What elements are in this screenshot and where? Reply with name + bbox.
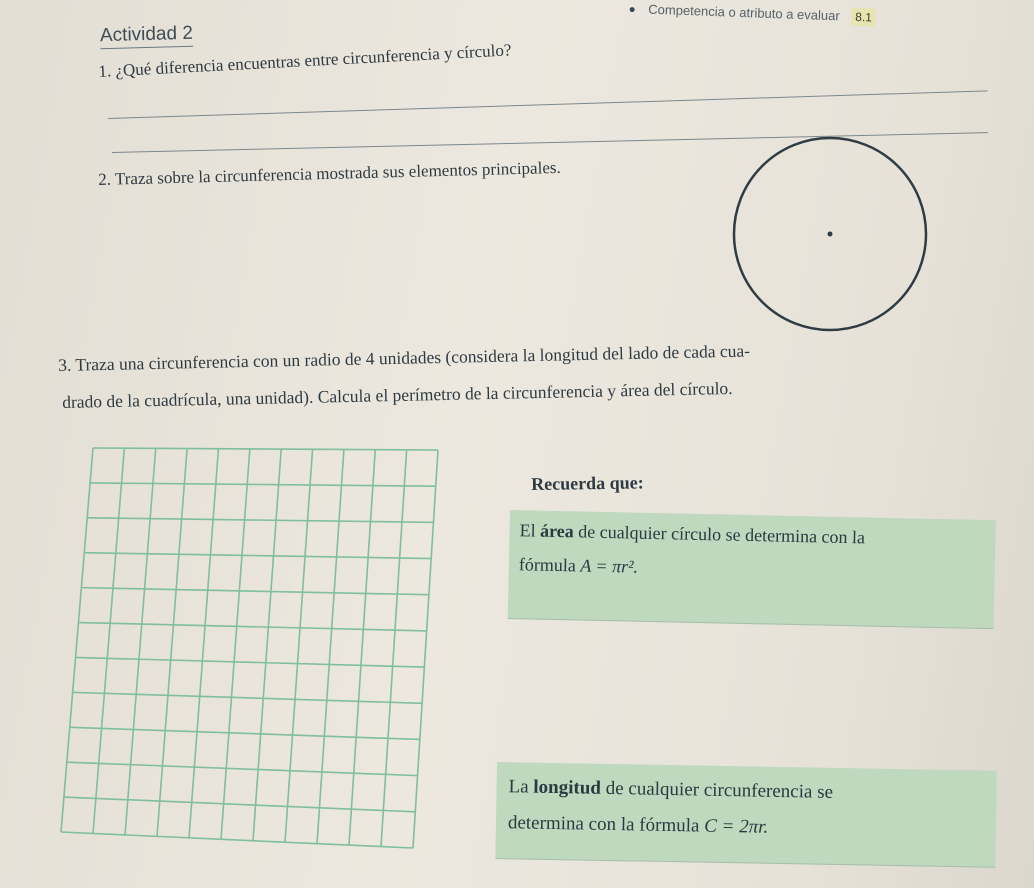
grid-horizontal-line — [70, 727, 420, 739]
length-box-prefix: La — [508, 776, 534, 798]
given-circumference[interactable] — [722, 136, 942, 336]
length-box-suffix: de cualquier circunferencia se — [600, 777, 834, 803]
question-3-line-1: 3. Traza una circunferencia con un radio de 4 unidades (considera la longitud del lado de cada cua- — [58, 340, 751, 375]
remember-title: Recuerda que: — [531, 472, 644, 494]
area-box-prefix: El — [519, 520, 541, 541]
grid-vertical-line — [157, 449, 187, 837]
grid-horizontal-line — [84, 553, 431, 559]
grid-vertical-line — [381, 450, 407, 847]
grid-vertical-line — [189, 449, 218, 838]
length-formula-label: determina con la fórmula — [507, 812, 705, 837]
grid-horizontal-line — [73, 692, 422, 703]
grid-horizontal-line — [67, 762, 418, 775]
grid-horizontal-line — [90, 483, 436, 486]
grid-vertical-line — [413, 450, 438, 848]
area-box-suffix: de cualquier círculo se determina con la — [573, 521, 866, 548]
length-box-bold: longitud — [533, 776, 602, 799]
area-box-line-2 — [519, 554, 639, 577]
area-formula-box — [508, 510, 996, 629]
grid-vertical-line — [125, 448, 156, 835]
question-3-line-2: drado de la cuadrícula, una unidad). Calcula el perímetro de la circunferencia y área del círculo. — [62, 377, 733, 412]
competency-text: Competencia o atributo a evaluar — [648, 1, 840, 24]
question-1: 1. ¿Qué diferencia encuentras entre circunferencia y círculo? — [98, 40, 512, 81]
grid-horizontal-line — [87, 518, 433, 523]
grid-vertical-line — [285, 449, 313, 842]
grid-horizontal-line — [76, 657, 425, 667]
grid-lines — [61, 448, 438, 848]
grid-vertical-line — [317, 449, 344, 843]
question-2: 2. Traza sobre la circunferencia mostrada sus elementos principales. — [98, 157, 561, 189]
length-box-line-1 — [508, 776, 833, 804]
bullet-icon — [630, 7, 635, 12]
competency-header — [629, 0, 876, 27]
area-formula: A = πr². — [580, 555, 639, 577]
length-box-line-2 — [508, 812, 769, 839]
area-box-line-1 — [519, 520, 865, 548]
grid-vertical-line — [221, 449, 250, 839]
grid-horizontal-line — [78, 623, 426, 631]
competency-tab: 8.1 — [851, 8, 876, 27]
grid-vertical-line — [349, 450, 375, 845]
area-box-bold: área — [539, 520, 574, 542]
square-grid[interactable] — [55, 440, 455, 860]
length-formula: C = 2πr. — [703, 815, 769, 838]
grid-horizontal-line — [64, 797, 415, 812]
length-formula-box — [495, 762, 997, 868]
grid-horizontal-line — [81, 588, 429, 595]
grid-vertical-line — [61, 448, 93, 832]
area-formula-label: fórmula — [518, 554, 581, 576]
grid-horizontal-line — [93, 448, 438, 450]
activity-title: Actividad 2 — [100, 23, 194, 49]
center-point — [828, 232, 833, 237]
answer-line-1[interactable] — [108, 90, 988, 119]
grid-vertical-line — [253, 449, 281, 841]
grid-horizontal-line — [61, 832, 413, 848]
grid-vertical-line — [93, 448, 124, 833]
